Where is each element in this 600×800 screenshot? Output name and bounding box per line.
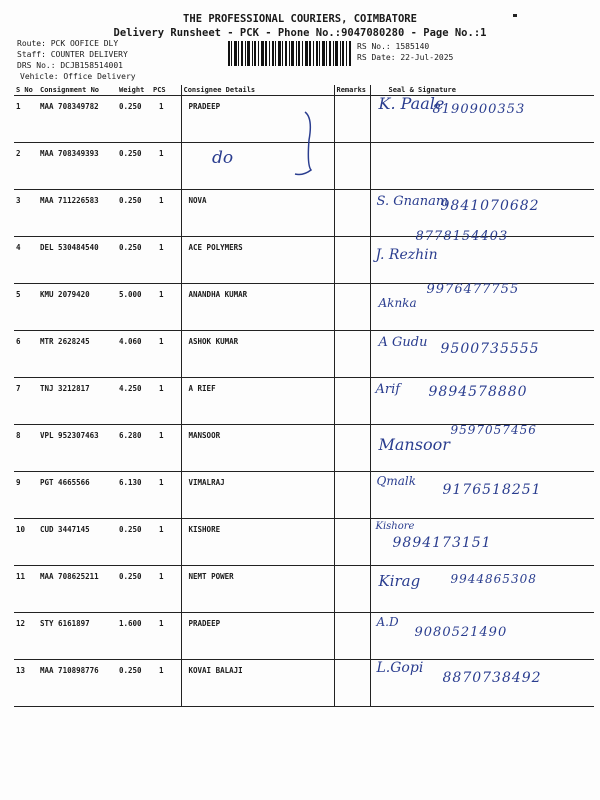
handwritten-phone: 9176518251 [442,482,542,498]
col-consignment: Consignment No [38,85,117,96]
row-pcs: 1 [151,331,181,378]
row-weight: 0.250 [117,660,151,707]
row-weight: 0.250 [117,519,151,566]
row-consignee: KISHORE [181,519,334,566]
row-seal-signature [370,660,594,707]
row-consignee: NEMT POWER [181,566,334,613]
signature-text: Arif [375,382,401,397]
row-pcs: 1 [151,519,181,566]
row-sno: 3 [14,190,38,237]
table-row [14,425,594,472]
row-pcs: 1 [151,190,181,237]
table-header-row [14,85,594,96]
barcode [228,41,352,66]
row-weight: 4.060 [117,331,151,378]
row-consignment-no: PGT 4665566 [38,472,117,519]
col-pcs: PCS [151,85,181,96]
col-weight: Weight [117,85,151,96]
drs-text: DRS No.: DCJB158514001 [17,61,123,70]
signature-text: Kishore [375,521,415,532]
row-remarks [334,519,370,566]
row-consignment-no: MTR 2628245 [38,331,117,378]
row-seal-signature [370,378,594,425]
handwritten-phone: 9976477755 [426,282,520,297]
row-remarks [334,378,370,425]
ditto-mark: do [212,148,234,168]
row-seal-signature [370,284,594,331]
signature-text: Kirag [378,572,421,590]
row-sno: 9 [14,472,38,519]
vehicle-text: Vehicle: Office Delivery [20,72,136,81]
row-consignee: ANANDHA KUMAR [181,284,334,331]
row-consignment-no: MAA 708625211 [38,566,117,613]
row-consignee: MANSOOR [181,425,334,472]
row-weight: 0.250 [117,190,151,237]
table-row [14,519,594,566]
row-sno: 6 [14,331,38,378]
row-consignment-no: MAA 708349393 [38,143,117,190]
handwritten-bracket [293,110,323,180]
row-weight: 0.250 [117,96,151,143]
row-seal-signature [370,519,594,566]
row-remarks [334,143,370,190]
table-row [14,566,594,613]
row-remarks [334,660,370,707]
row-sno: 4 [14,237,38,284]
row-pcs: 1 [151,143,181,190]
row-seal-signature [370,96,594,143]
row-seal-signature [370,425,594,472]
row-pcs: 1 [151,425,181,472]
row-consignee: PRADEEP [181,613,334,660]
handwritten-phone: 8870738492 [442,670,542,686]
company-title: THE PROFESSIONAL COURIERS, COIMBATORE [183,13,417,25]
row-remarks [334,566,370,613]
row-consignment-no: DEL 530484540 [38,237,117,284]
staff-text: Staff: COUNTER DELIVERY [17,50,128,59]
row-remarks [334,472,370,519]
row-pcs: 1 [151,284,181,331]
col-sno: S No [14,85,38,96]
row-weight: 0.250 [117,237,151,284]
handwritten-phone: 9597057456 [450,423,537,437]
signature-text: Qmalk [376,474,416,488]
signature-text: A Gudu [378,335,428,350]
row-weight: 6.130 [117,472,151,519]
row-consignment-no: MAA 710898776 [38,660,117,707]
row-pcs: 1 [151,472,181,519]
row-consignee: A RIEF [181,378,334,425]
handwritten-phone: 9894578880 [428,384,528,400]
row-consignee: ASHOK KUMAR [181,331,334,378]
row-consignment-no: MAA 711226583 [38,190,117,237]
row-consignment-no: MAA 708349782 [38,96,117,143]
signature-text: Mansoor [378,435,450,454]
handwritten-phone: 9500735555 [440,341,540,357]
row-remarks [334,331,370,378]
table-row [14,472,594,519]
row-seal-signature [370,331,594,378]
table-row [14,378,594,425]
handwritten-phone: 8778154403 [415,229,509,244]
signature-text: L.Gopi [376,660,424,676]
row-pcs: 1 [151,660,181,707]
handwritten-phone: 9841070682 [440,198,540,214]
row-seal-signature [370,566,594,613]
row-consignment-no: KMU 2079420 [38,284,117,331]
row-consignee: VIMALRAJ [181,472,334,519]
row-weight: 1.600 [117,613,151,660]
handwritten-phone: 9944865308 [450,572,537,586]
row-weight: 5.000 [117,284,151,331]
row-consignee: NOVA [181,190,334,237]
signature-text: S. Gnanam [376,194,449,209]
row-remarks [334,237,370,284]
route-text: Route: PCK OOFICE DLY [17,39,119,48]
signature-text: Aknka [378,296,417,310]
row-consignee: KOVAI BALAJI [181,660,334,707]
runsheet-title: Delivery Runsheet - PCK - Phone No.:9047080280 - Page No.:1 [113,27,487,39]
row-pcs: 1 [151,566,181,613]
rs-date-text: RS Date: 22-Jul-2025 [357,53,454,62]
row-weight: 6.280 [117,425,151,472]
row-pcs: 1 [151,96,181,143]
row-sno: 2 [14,143,38,190]
table-row [14,660,594,707]
row-seal-signature [370,613,594,660]
row-pcs: 1 [151,237,181,284]
ink-dot [513,14,517,17]
row-sno: 13 [14,660,38,707]
row-remarks [334,425,370,472]
info-left [17,38,136,82]
row-pcs: 1 [151,378,181,425]
rs-no-text: RS No.: 1585140 [357,42,430,51]
row-seal-signature [370,472,594,519]
row-seal-signature [370,229,594,284]
handwritten-phone: 9080521490 [414,625,508,640]
row-pcs: 1 [151,613,181,660]
col-consignee: Consignee Details [181,85,334,96]
row-sno: 8 [14,425,38,472]
row-sno: 10 [14,519,38,566]
row-seal-signature [370,143,594,190]
signature-text: K. Paale [378,94,445,113]
table-row [14,284,594,331]
col-remarks: Remarks [334,85,370,96]
row-consignment-no: TNJ 3212817 [38,378,117,425]
table-row [14,331,594,378]
signature-text: A.D [376,615,399,629]
row-consignment-no: CUD 3447145 [38,519,117,566]
col-seal: Seal & Signature [370,85,594,96]
handwritten-phone: 9894173151 [392,535,492,551]
row-consignee: PRADEEP [181,96,334,143]
info-right [357,41,453,63]
row-sno: 5 [14,284,38,331]
row-sno: 11 [14,566,38,613]
row-consignment-no: VPL 952307463 [38,425,117,472]
row-consignment-no: STY 6161897 [38,613,117,660]
row-weight: 0.250 [117,566,151,613]
row-weight: 0.250 [117,143,151,190]
table-row [14,237,594,284]
row-remarks [334,613,370,660]
row-remarks [334,190,370,237]
signature-text: J. Rezhin [375,247,438,263]
row-consignee: ACE POLYMERS [181,237,334,284]
row-sno: 12 [14,613,38,660]
row-sno: 7 [14,378,38,425]
row-remarks [334,96,370,143]
row-sno: 1 [14,96,38,143]
table-row [14,613,594,660]
handwritten-phone: 8190900353 [432,102,526,117]
row-remarks [334,284,370,331]
row-weight: 4.250 [117,378,151,425]
